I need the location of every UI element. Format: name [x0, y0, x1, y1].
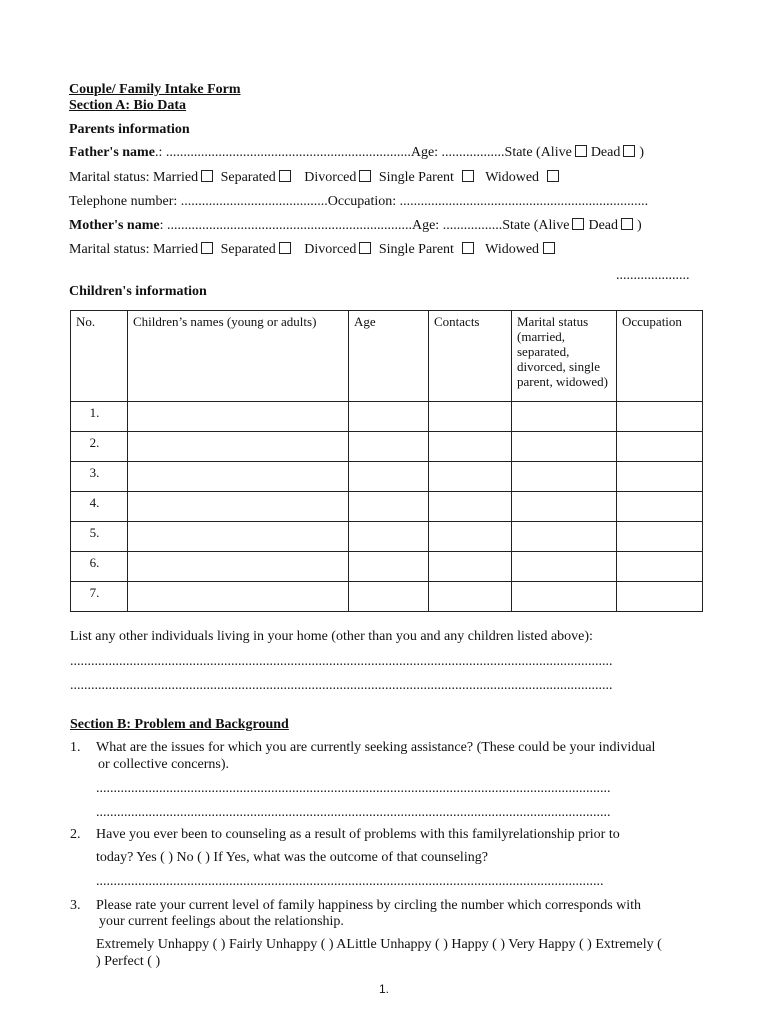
mother-dead-checkbox[interactable] [621, 218, 633, 230]
parents-heading: Parents information [69, 122, 190, 137]
cell[interactable] [512, 522, 617, 552]
cell[interactable] [349, 522, 429, 552]
table-row [71, 522, 703, 552]
cell[interactable] [512, 582, 617, 612]
paren: ) [639, 145, 645, 160]
table-row [71, 402, 703, 432]
father-alive-checkbox[interactable] [575, 145, 587, 157]
cell[interactable] [512, 462, 617, 492]
row-number: 7. [71, 582, 128, 612]
cell[interactable] [349, 432, 429, 462]
father-separated-checkbox[interactable] [279, 170, 291, 182]
father-divorced-checkbox[interactable] [359, 170, 371, 182]
section-a-heading: Section A: Bio Data [69, 98, 187, 113]
table-header-row [71, 311, 703, 402]
q3-scale-a: Extremely Unhappy ( ) Fairly Unhappy ( ) ALittle Unhappy ( ) Happy ( ) Very Happy ( ) Extremely ( [96, 937, 662, 952]
cell[interactable] [349, 582, 429, 612]
single-parent-label: Single Parent [378, 170, 454, 185]
mother-row [69, 218, 642, 234]
q3-number: 3. [70, 898, 81, 913]
cell[interactable] [429, 582, 512, 612]
cell[interactable] [349, 552, 429, 582]
children-heading: Children's information [69, 284, 207, 299]
row-number: 3. [71, 462, 128, 492]
cell[interactable] [617, 492, 703, 522]
children-table [70, 310, 703, 612]
father-marital-row [69, 170, 563, 186]
row-number: 5. [71, 522, 128, 552]
cell[interactable] [128, 492, 349, 522]
q1-number: 1. [70, 740, 81, 755]
cell[interactable] [429, 402, 512, 432]
mother-divorced-checkbox[interactable] [359, 242, 371, 254]
other-individuals-prompt: List any other individuals living in your home (other than you and any children listed above): [70, 629, 593, 644]
cell[interactable] [617, 402, 703, 432]
q1-answer-line-2[interactable]: ................................................................................................................................................... [96, 805, 611, 820]
dead-label: Dead [590, 145, 621, 160]
father-line: .: ......................................................................Age: ..................State (Alive [154, 145, 572, 160]
cell[interactable] [429, 492, 512, 522]
table-row [71, 552, 703, 582]
cell[interactable] [512, 552, 617, 582]
section-b-heading: Section B: Problem and Background [70, 717, 289, 732]
cell[interactable] [128, 522, 349, 552]
row-number: 2. [71, 432, 128, 462]
form-title: Couple/ Family Intake Form [69, 82, 241, 97]
col-marital-status: Marital status (married, separated, divorced, single parent, widowed) [512, 311, 617, 402]
other-individuals-line-2[interactable]: ........................................................................................................................................................... [70, 678, 613, 693]
q2-text-a: Have you ever been to counseling as a result of problems with this familyrelationship prior to [96, 827, 620, 842]
cell[interactable] [128, 432, 349, 462]
cell[interactable] [128, 552, 349, 582]
other-individuals-line-1[interactable]: ........................................................................................................................................................... [70, 654, 613, 669]
cell[interactable] [512, 432, 617, 462]
divorced-label: Divorced [304, 242, 357, 257]
col-contacts: Contacts [429, 311, 512, 402]
q2-answer-line[interactable]: ................................................................................................................................................. [96, 874, 604, 889]
mother-single-parent-checkbox[interactable] [462, 242, 474, 254]
cell[interactable] [349, 462, 429, 492]
mother-label: Mother's name [69, 218, 160, 233]
q1-text-a: What are the issues for which you are currently seeking assistance? (These could be your individual [96, 740, 656, 755]
single-parent-label: Single Parent [378, 242, 454, 257]
q3-text-a: Please rate your current level of family happiness by circling the number which corresponds with [96, 898, 642, 913]
q3-scale-b: ) Perfect ( ) [96, 954, 161, 969]
cell[interactable] [349, 492, 429, 522]
col-names: Children’s names (young or adults) [128, 311, 349, 402]
separated-label: Separated [220, 170, 276, 185]
cell[interactable] [128, 402, 349, 432]
cell[interactable] [429, 522, 512, 552]
separated-label: Separated [220, 242, 276, 257]
row-number: 6. [71, 552, 128, 582]
father-label: Father's name [69, 145, 155, 160]
telephone-row: Telephone number: ..........................................Occupation: ....................................................................... [69, 194, 649, 209]
mother-widowed-checkbox[interactable] [543, 242, 555, 254]
row-number: 1. [71, 402, 128, 432]
table-row [71, 462, 703, 492]
trailing-dots: ..................... [616, 268, 690, 283]
q2-number: 2. [70, 827, 81, 842]
cell[interactable] [429, 552, 512, 582]
row-number: 4. [71, 492, 128, 522]
cell[interactable] [617, 582, 703, 612]
cell[interactable] [617, 522, 703, 552]
cell[interactable] [429, 462, 512, 492]
father-dead-checkbox[interactable] [623, 145, 635, 157]
col-occupation: Occupation [617, 311, 703, 402]
dead-label: Dead [588, 218, 619, 233]
mother-married-checkbox[interactable] [201, 242, 213, 254]
table-row [71, 432, 703, 462]
page-number: 1. [378, 982, 389, 996]
father-single-parent-checkbox[interactable] [462, 170, 474, 182]
married-label: status: Married [113, 170, 199, 185]
q1-text-b: or collective concerns). [98, 757, 229, 772]
cell[interactable] [617, 432, 703, 462]
col-age: Age [349, 311, 429, 402]
cell[interactable] [512, 492, 617, 522]
marital-label: Marital [69, 170, 111, 185]
widowed-label: Widowed [485, 242, 540, 257]
father-married-checkbox[interactable] [201, 170, 213, 182]
father-widowed-checkbox[interactable] [547, 170, 559, 182]
widowed-label: Widowed [485, 170, 540, 185]
father-row [69, 145, 644, 161]
cell[interactable] [617, 552, 703, 582]
q1-answer-line-1[interactable]: ................................................................................................................................................... [96, 781, 611, 796]
mother-separated-checkbox[interactable] [279, 242, 291, 254]
mother-marital-row [69, 242, 559, 258]
cell[interactable] [349, 402, 429, 432]
divorced-label: Divorced [304, 170, 357, 185]
cell[interactable] [512, 402, 617, 432]
married-label: Marital status: Married [69, 242, 199, 257]
cell[interactable] [128, 582, 349, 612]
q2-text-b: today? Yes ( ) No ( ) If Yes, what was the outcome of that counseling? [96, 850, 488, 865]
mother-alive-checkbox[interactable] [572, 218, 584, 230]
cell[interactable] [429, 432, 512, 462]
cell[interactable] [617, 462, 703, 492]
q3-text-b: your current feelings about the relationship. [99, 914, 344, 929]
col-no: No. [71, 311, 128, 402]
table-row [71, 582, 703, 612]
paren: ) [637, 218, 642, 233]
mother-line: : ......................................................................Age: .................State (Alive [159, 218, 570, 233]
table-row [71, 492, 703, 522]
cell[interactable] [128, 462, 349, 492]
